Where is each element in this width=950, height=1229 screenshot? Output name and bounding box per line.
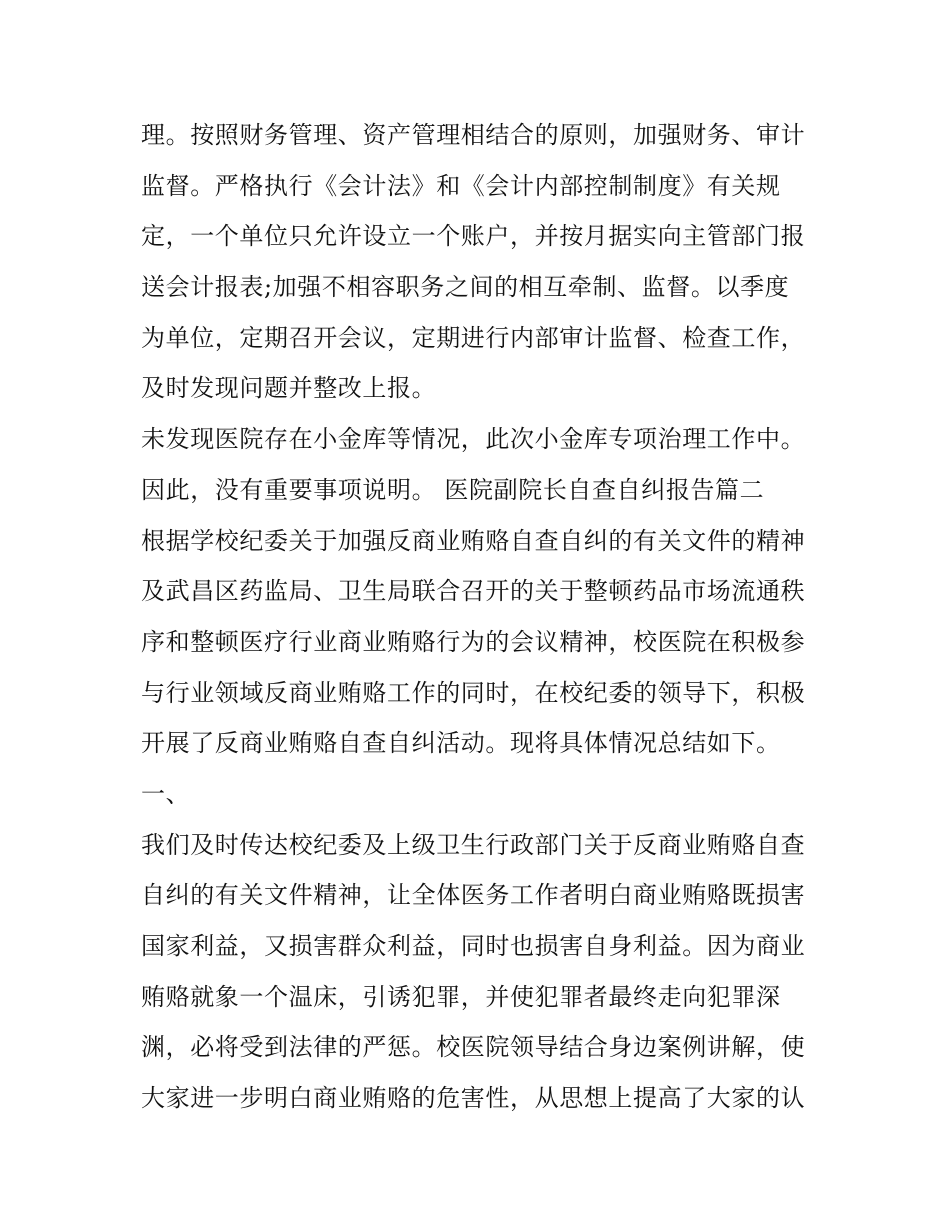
text-line: 渊，必将受到法律的严惩。校医院领导结合身边案例讲解，使 [141,1033,806,1062]
text-line: 因此，没有重要事项说明。 医院副院长自查自纠报告篇二 [141,475,765,504]
text-line: 大家进一步明白商业贿赂的危害性，从思想上提高了大家的认 [141,1084,806,1113]
text-line: 序和整顿医疗行业商业贿赂行为的会议精神，校医院在积极参 [141,627,806,656]
text-line: 未发现医院存在小金库等情况，此次小金库专项治理工作中。 [141,425,806,454]
text-line: 贿赂就象一个温床，引诱犯罪，并使犯罪者最终走向犯罪深 [141,982,781,1011]
text-line: 根据学校纪委关于加强反商业贿赂自查自纠的有关文件的精神 [141,526,806,555]
text-line: 理。按照财务管理、资产管理相结合的原则，加强财务、审计 [141,121,806,149]
text-line: 与行业领域反商业贿赂工作的同时，在校纪委的领导下，积极 [141,678,806,707]
text-line: 国家利益，又损害群众利益，同时也损害自身利益。因为商业 [141,932,806,960]
text-line: 及时发现问题并整改上报。 [141,374,437,403]
text-line: 我们及时传达校纪委及上级卫生行政部门关于反商业贿赂自查 [141,830,806,859]
text-line: 开展了反商业贿赂自查自纠活动。现将具体情况总结如下。 [141,729,781,758]
text-line: 及武昌区药监局、卫生局联合召开的关于整顿药品市场流通秩 [141,577,806,606]
text-line: 自纠的有关文件精神，让全体医务工作者明白商业贿赂既损害 [141,881,806,910]
text-line: 为单位，定期召开会议，定期进行内部审计监督、检查工作， [141,323,806,352]
body-text [141,110,821,1124]
section-heading: 一、 [141,779,191,808]
text-line: 送会计报表;加强不相容职务之间的相互牵制、监督。以季度 [141,273,790,302]
text-line: 定，一个单位只允许设立一个账户，并按月据实向主管部门报 [141,222,806,251]
text-line: 监督。严格执行《会计法》和《会计内部控制制度》有关规 [141,171,781,200]
